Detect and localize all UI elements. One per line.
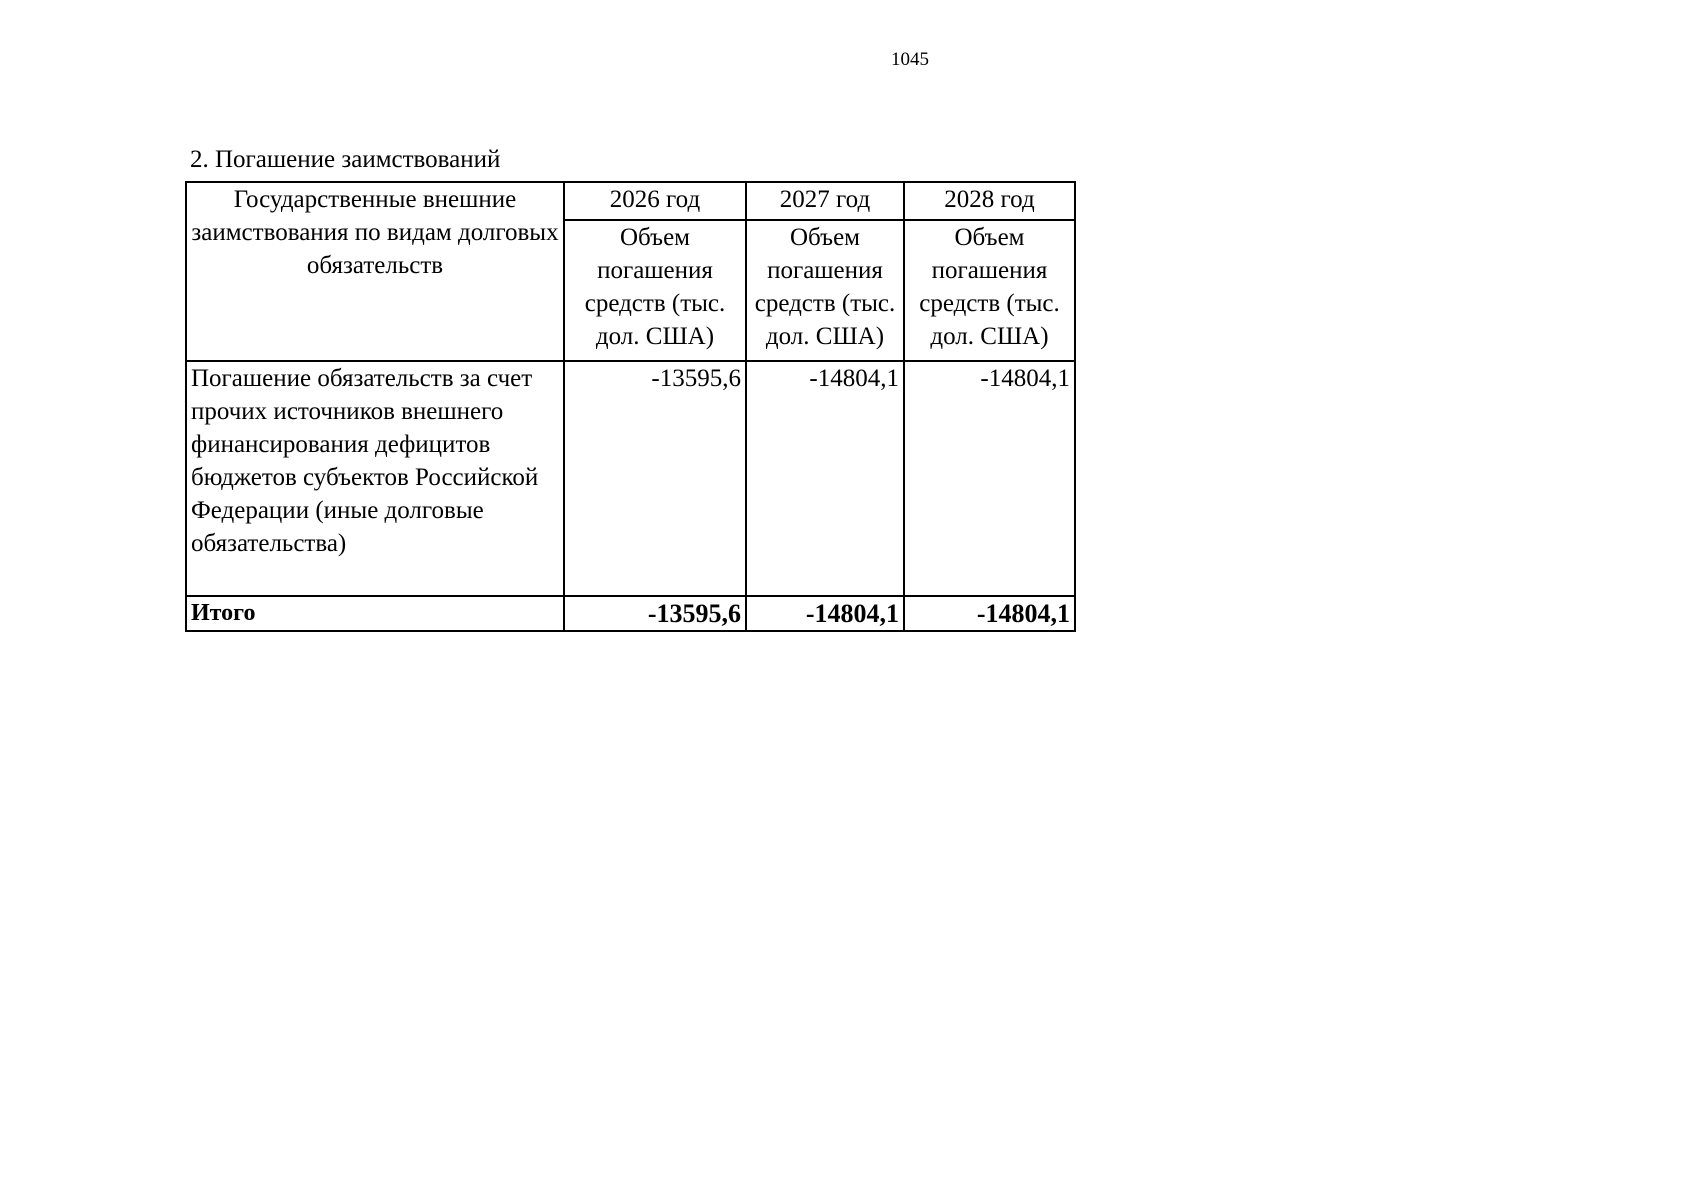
total-value-2026: -13595,6: [564, 596, 746, 631]
column-header-debt-type: Государственные внешние заимствования по видам долговых обязательств: [186, 182, 564, 361]
column-subheader-2028: Объем погашения средств (тыс. дол. США): [904, 220, 1075, 361]
row-value-2028: -14804,1: [904, 361, 1075, 596]
column-header-year-2026: 2026 год: [564, 182, 746, 220]
borrowings-repayment-table: [185, 181, 1076, 632]
row-value-2026: -13595,6: [564, 361, 746, 596]
column-subheader-2027: Объем погашения средств (тыс. дол. США): [746, 220, 904, 361]
column-subheader-2026: Объем погашения средств (тыс. дол. США): [564, 220, 746, 361]
column-header-year-2028: 2028 год: [904, 182, 1075, 220]
row-value-2027: -14804,1: [746, 361, 904, 596]
table-row: [186, 361, 1075, 596]
section-title: 2. Погашение заимствований: [190, 146, 501, 173]
total-value-2028: -14804,1: [904, 596, 1075, 631]
total-label: Итого: [186, 596, 564, 631]
column-header-year-2027: 2027 год: [746, 182, 904, 220]
total-value-2027: -14804,1: [746, 596, 904, 631]
page-number: 1045: [891, 49, 929, 70]
table-header-row: [186, 182, 1075, 220]
row-label: Погашение обязательств за счет прочих источников внешнего финансирования дефицитов бюджетов субъектов Российской Федерации (иные долговые обязательства): [186, 361, 564, 596]
table-total-row: [186, 596, 1075, 631]
